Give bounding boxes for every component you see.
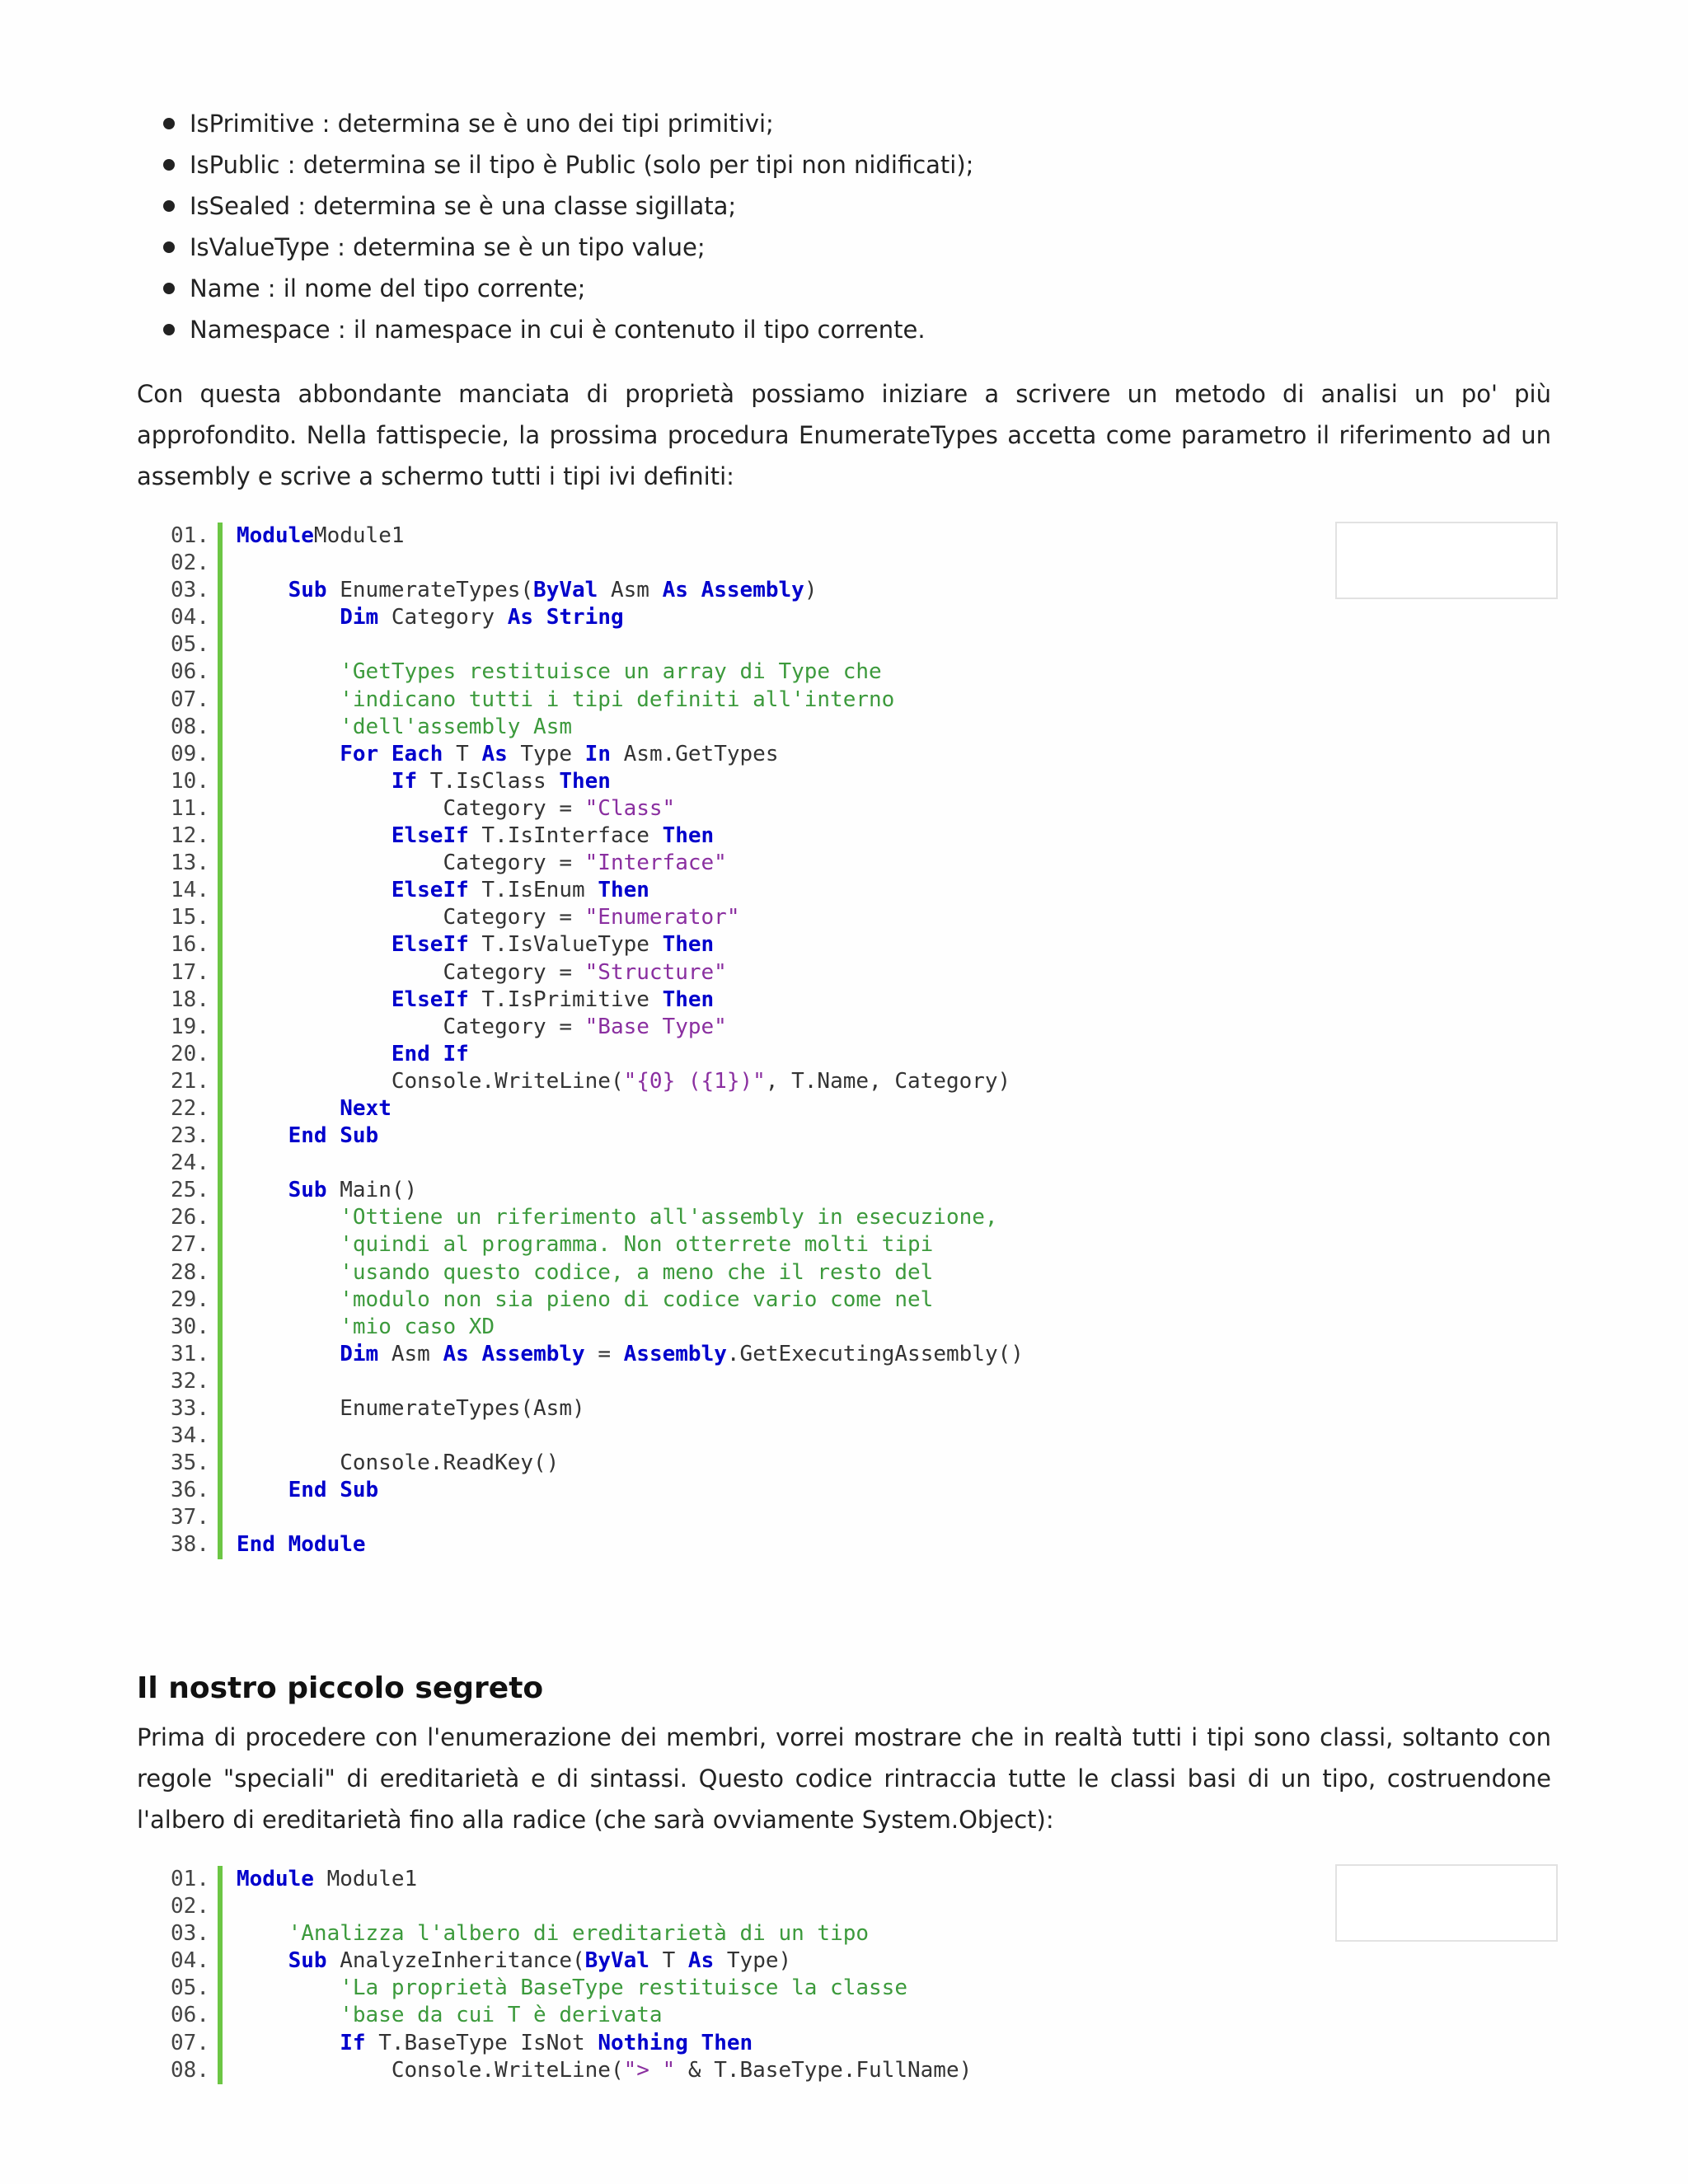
code-keyword: ByVal bbox=[584, 1948, 649, 1974]
code-text bbox=[237, 1231, 933, 1258]
bullet-list bbox=[190, 103, 973, 350]
code-text bbox=[237, 1177, 417, 1204]
line-number: 03. bbox=[171, 578, 209, 603]
code-text bbox=[237, 823, 714, 850]
code-token: T.BaseType IsNot bbox=[365, 2030, 598, 2055]
code-comment: 'GetTypes restituisce un array di Type che bbox=[340, 659, 882, 685]
bullet-dot bbox=[163, 200, 175, 212]
code-token bbox=[237, 1096, 340, 1121]
code-keyword: Sub bbox=[288, 578, 327, 603]
code-keyword: Assembly bbox=[481, 1341, 585, 1366]
code-comment: 'usando questo codice, a meno che il resto del bbox=[340, 1259, 934, 1285]
code-text bbox=[237, 1477, 378, 1504]
code-comment: 'mio caso XD bbox=[340, 1314, 495, 1339]
code-text bbox=[237, 1014, 727, 1041]
line-number: 14. bbox=[171, 878, 209, 903]
code-keyword: As bbox=[481, 741, 508, 766]
code-keyword: Sub bbox=[288, 1178, 327, 1203]
bullet-dot bbox=[163, 283, 175, 294]
bullet-text: Namespace : il namespace in cui è contenuto il tipo corrente. bbox=[190, 316, 926, 344]
line-number: 17. bbox=[171, 959, 209, 985]
code-token: & T.BaseType.FullName) bbox=[675, 2057, 973, 2083]
bullet-item bbox=[190, 309, 973, 350]
code-keyword: End If bbox=[391, 1041, 469, 1066]
code-text bbox=[237, 1041, 469, 1068]
code-token bbox=[237, 1123, 288, 1148]
line-number: 13. bbox=[171, 851, 209, 876]
line-number: 06. bbox=[171, 659, 209, 685]
code-token bbox=[237, 823, 392, 848]
line-number: 08. bbox=[171, 714, 209, 739]
code-token: Asm bbox=[378, 1341, 443, 1366]
line-number: 15. bbox=[171, 905, 209, 930]
code-token: Category = bbox=[237, 795, 585, 821]
code-token bbox=[688, 578, 701, 602]
code-copy-box[interactable] bbox=[1335, 522, 1558, 599]
line-number: 32. bbox=[171, 1368, 209, 1394]
code-string: "Interface" bbox=[584, 851, 727, 876]
code-text bbox=[237, 931, 714, 958]
code-token bbox=[237, 605, 340, 630]
code-token: EnumerateTypes(Asm) bbox=[237, 1396, 585, 1421]
code-keyword: End Module bbox=[237, 1532, 366, 1558]
code-text bbox=[237, 1122, 378, 1150]
line-number: 22. bbox=[171, 1095, 209, 1121]
code-keyword: ByVal bbox=[533, 578, 598, 603]
code-keyword: As bbox=[507, 605, 534, 630]
code-text bbox=[237, 1068, 1010, 1095]
code-text bbox=[237, 1975, 907, 2002]
code-gutter-bar bbox=[218, 1866, 223, 2084]
code-token bbox=[237, 1478, 288, 1502]
code-token: EnumerateTypes( bbox=[326, 578, 534, 603]
code-token: T.IsInterface bbox=[468, 823, 663, 849]
code-text bbox=[237, 714, 572, 741]
code-token bbox=[237, 1948, 288, 1973]
code-keyword: End Sub bbox=[288, 1478, 379, 1503]
line-number: 38. bbox=[171, 1532, 209, 1558]
code-token: , T.Name, Category) bbox=[765, 1068, 1011, 1094]
code-text bbox=[237, 1314, 495, 1341]
code-token: Asm bbox=[598, 578, 663, 603]
code-text bbox=[237, 1341, 1024, 1368]
code-string: "{0} ({1})" bbox=[623, 1068, 766, 1094]
code-token bbox=[469, 1342, 482, 1366]
code-text bbox=[237, 768, 611, 795]
code-keyword: Then bbox=[662, 932, 715, 958]
code-text bbox=[237, 577, 817, 604]
code-token bbox=[237, 1975, 340, 2000]
code-text bbox=[237, 850, 727, 877]
code-string: "Base Type" bbox=[584, 1014, 727, 1039]
code-comment: 'base da cui T è derivata bbox=[340, 2003, 663, 2028]
code-copy-box[interactable] bbox=[1335, 1864, 1558, 1942]
code-token bbox=[237, 987, 392, 1012]
bullet-dot bbox=[163, 159, 175, 171]
code-token: T bbox=[649, 1948, 688, 1974]
code-token: Category = bbox=[237, 1014, 585, 1039]
section-heading: Il nostro piccolo segreto bbox=[137, 1671, 544, 1705]
code-string: "> " bbox=[623, 2057, 676, 2083]
code-token bbox=[237, 1921, 288, 1946]
code-token: Console.WriteLine( bbox=[237, 2057, 624, 2083]
code-keyword: Then bbox=[598, 878, 649, 903]
code-keyword: As bbox=[687, 1948, 715, 1974]
bullet-item bbox=[190, 268, 973, 309]
code-token: Category = bbox=[237, 905, 585, 930]
code-keyword: Then bbox=[559, 768, 611, 794]
code-comment: 'indicano tutti i tipi definiti all'interno bbox=[340, 687, 895, 712]
line-number: 02. bbox=[171, 1894, 209, 1919]
code-text bbox=[237, 959, 727, 987]
code-token bbox=[237, 742, 340, 766]
code-token bbox=[237, 659, 340, 684]
section-paragraph: Prima di procedere con l'enumerazione dei membri, vorrei mostrare che in realtà tutti i tipi sono classi, soltanto con regole "speciali" di ereditarietà e di sintassi. Questo codice rintraccia tutte le classi basi di un tipo, costruendone l'albero di ereditarietà fino alla radice (che sarà ovviamente System.Object): bbox=[137, 1723, 1551, 1834]
line-number: 10. bbox=[171, 768, 209, 794]
bullet-text: IsSealed : determina se è una classe sigillata; bbox=[190, 192, 737, 220]
line-number: 07. bbox=[171, 687, 209, 712]
code-token: Category = bbox=[237, 851, 585, 876]
code-text bbox=[237, 1395, 585, 1422]
line-number: 37. bbox=[171, 1505, 209, 1530]
line-number: 07. bbox=[171, 2030, 209, 2055]
line-number: 29. bbox=[171, 1286, 209, 1312]
code-token bbox=[237, 932, 392, 957]
code-token bbox=[237, 1287, 340, 1312]
code-keyword: Assembly bbox=[623, 1341, 727, 1366]
code-comment: 'dell'assembly Asm bbox=[340, 714, 572, 739]
code-comment: 'Ottiene un riferimento all'assembly in esecuzione, bbox=[340, 1205, 998, 1230]
code-token: T.IsEnum bbox=[468, 878, 598, 903]
line-number: 09. bbox=[171, 741, 209, 766]
code-token: AnalyzeInheritance( bbox=[326, 1948, 585, 1974]
code-token bbox=[237, 2003, 340, 2027]
code-keyword: Assembly bbox=[701, 578, 804, 603]
code-token: Console.ReadKey() bbox=[237, 1451, 560, 1476]
code-token bbox=[237, 1315, 340, 1339]
code-token bbox=[237, 1232, 340, 1257]
code-string: "Enumerator" bbox=[584, 905, 740, 930]
line-number: 30. bbox=[171, 1314, 209, 1339]
code-keyword: Next bbox=[340, 1095, 392, 1121]
code-keyword: Then bbox=[701, 2030, 753, 2055]
line-number: 26. bbox=[171, 1205, 209, 1230]
bullet-item bbox=[190, 144, 973, 185]
code-token bbox=[237, 1260, 340, 1285]
bullet-text: IsPrimitive : determina se è uno dei tipi primitivi; bbox=[190, 110, 774, 138]
code-token: Category = bbox=[237, 959, 585, 985]
line-number: 12. bbox=[171, 823, 209, 849]
line-number: 35. bbox=[171, 1451, 209, 1476]
code-token bbox=[237, 1205, 340, 1230]
code-token bbox=[237, 687, 340, 712]
line-number: 18. bbox=[171, 987, 209, 1012]
code-text bbox=[237, 987, 714, 1014]
code-token: T.IsPrimitive bbox=[468, 987, 663, 1012]
code-token bbox=[237, 2031, 340, 2055]
code-keyword: For Each bbox=[340, 741, 443, 766]
code-keyword: If bbox=[340, 2030, 366, 2055]
code-text bbox=[237, 2002, 663, 2029]
code-comment: 'quindi al programma. Non otterrete molti tipi bbox=[340, 1232, 934, 1258]
line-number: 16. bbox=[171, 932, 209, 958]
line-number: 04. bbox=[171, 1948, 209, 1974]
bullet-text: Name : il nome del tipo corrente; bbox=[190, 274, 586, 302]
code-text bbox=[237, 877, 649, 904]
code-keyword: Dim bbox=[340, 605, 379, 630]
code-keyword: Then bbox=[662, 987, 715, 1012]
code-token bbox=[237, 1042, 392, 1066]
code-token: T.IsValueType bbox=[468, 932, 663, 958]
code-keyword: Then bbox=[662, 823, 715, 849]
code-keyword: String bbox=[546, 605, 624, 630]
code-keyword: Sub bbox=[288, 1948, 327, 1974]
code-string: "Structure" bbox=[584, 959, 727, 985]
code-text bbox=[237, 1286, 933, 1314]
code-token: .GetExecutingAssembly() bbox=[726, 1341, 1024, 1366]
code-text bbox=[237, 795, 675, 823]
code-keyword: ElseIf bbox=[391, 932, 469, 958]
code-keyword: Module bbox=[237, 1867, 314, 1891]
line-number: 06. bbox=[171, 2003, 209, 2028]
code-text bbox=[237, 604, 624, 631]
code-text bbox=[237, 1866, 417, 1893]
line-number: 24. bbox=[171, 1151, 209, 1176]
code-token: Type) bbox=[714, 1948, 792, 1974]
line-number: 33. bbox=[171, 1396, 209, 1421]
code-string: "Class" bbox=[584, 795, 676, 821]
line-number: 01. bbox=[171, 523, 209, 548]
line-number: 20. bbox=[171, 1041, 209, 1066]
bullet-dot bbox=[163, 241, 175, 253]
code-comment: 'Analizza l'albero di ereditarietà di un tipo bbox=[288, 1921, 870, 1947]
code-text bbox=[237, 2057, 972, 2084]
code-text bbox=[237, 687, 894, 714]
code-token: Asm.GetTypes bbox=[610, 741, 779, 766]
code-token: T.IsClass bbox=[417, 768, 560, 794]
line-number: 36. bbox=[171, 1478, 209, 1503]
code-text bbox=[237, 1259, 933, 1286]
code-token: ) bbox=[804, 578, 818, 603]
code-token: Main() bbox=[326, 1178, 418, 1203]
code-text bbox=[237, 1204, 998, 1231]
line-number: 27. bbox=[171, 1232, 209, 1258]
code-token: Module1 bbox=[313, 1867, 418, 1891]
code-keyword: In bbox=[584, 741, 611, 766]
line-number: 19. bbox=[171, 1014, 209, 1039]
code-token bbox=[237, 578, 288, 602]
line-number: 08. bbox=[171, 2057, 209, 2083]
code-token bbox=[237, 878, 392, 902]
code-text bbox=[237, 1531, 366, 1558]
code-keyword: As bbox=[443, 1341, 469, 1366]
line-number: 21. bbox=[171, 1068, 209, 1094]
code-keyword: Module bbox=[237, 523, 314, 548]
code-keyword: ElseIf bbox=[391, 878, 469, 903]
code-keyword: ElseIf bbox=[391, 823, 469, 849]
code-token: = bbox=[584, 1341, 624, 1366]
bullet-item bbox=[190, 227, 973, 268]
code-text bbox=[237, 1450, 559, 1477]
code-token: T bbox=[443, 741, 482, 766]
line-number: 01. bbox=[171, 1867, 209, 1891]
code-token bbox=[533, 605, 546, 630]
code-token: Category bbox=[378, 605, 508, 630]
bullet-dot bbox=[163, 118, 175, 129]
bullet-item bbox=[190, 185, 973, 227]
line-number: 05. bbox=[171, 1975, 209, 2001]
code-keyword: ElseIf bbox=[391, 987, 469, 1012]
line-number: 28. bbox=[171, 1259, 209, 1285]
code-token bbox=[237, 769, 392, 794]
line-number: 05. bbox=[171, 632, 209, 658]
line-number: 23. bbox=[171, 1123, 209, 1149]
line-number: 31. bbox=[171, 1341, 209, 1366]
code-comment: 'modulo non sia pieno di codice vario come nel bbox=[340, 1286, 934, 1312]
code-keyword: End Sub bbox=[288, 1123, 379, 1149]
line-number: 02. bbox=[171, 551, 209, 576]
code-text bbox=[237, 741, 778, 768]
code-text bbox=[237, 1095, 392, 1122]
code-text bbox=[237, 658, 882, 686]
code-token: Type bbox=[507, 741, 585, 766]
bullet-text: IsPublic : determina se il tipo è Public (solo per tipi non nidificati); bbox=[190, 151, 974, 179]
line-number: 03. bbox=[171, 1921, 209, 1947]
code-text bbox=[237, 1920, 869, 1947]
line-number: 11. bbox=[171, 795, 209, 821]
code-text bbox=[237, 904, 739, 931]
code-keyword: If bbox=[391, 768, 418, 794]
line-number: 34. bbox=[171, 1423, 209, 1449]
code-token bbox=[237, 715, 340, 739]
code-text bbox=[237, 523, 405, 550]
code-token: Module1 bbox=[313, 523, 405, 548]
code-keyword: As bbox=[662, 578, 688, 603]
line-number: 25. bbox=[171, 1178, 209, 1203]
code-token bbox=[688, 2031, 701, 2055]
bullet-dot bbox=[163, 324, 175, 335]
intro-paragraph: Con questa abbondante manciata di proprietà possiamo iniziare a scrivere un metodo di analisi un po' più approfondito. Nella fattispecie, la prossima procedura EnumerateTypes accetta come parametro il riferimento ad un assembly e scrive a schermo tutti i tipi ivi definiti: bbox=[137, 380, 1551, 490]
bullet-text: IsValueType : determina se è un tipo value; bbox=[190, 233, 706, 261]
bullet-item bbox=[190, 103, 973, 144]
code-token: Console.WriteLine( bbox=[237, 1068, 624, 1094]
code-gutter-bar bbox=[218, 523, 223, 1559]
code-text bbox=[237, 2030, 753, 2057]
code-keyword: Dim bbox=[340, 1341, 379, 1366]
line-number: 04. bbox=[171, 605, 209, 630]
code-token bbox=[237, 1178, 288, 1202]
code-comment: 'La proprietà BaseType restituisce la classe bbox=[340, 1975, 907, 2001]
code-text bbox=[237, 1947, 791, 1975]
code-token bbox=[237, 1342, 340, 1366]
code-keyword: Nothing bbox=[598, 2030, 688, 2055]
